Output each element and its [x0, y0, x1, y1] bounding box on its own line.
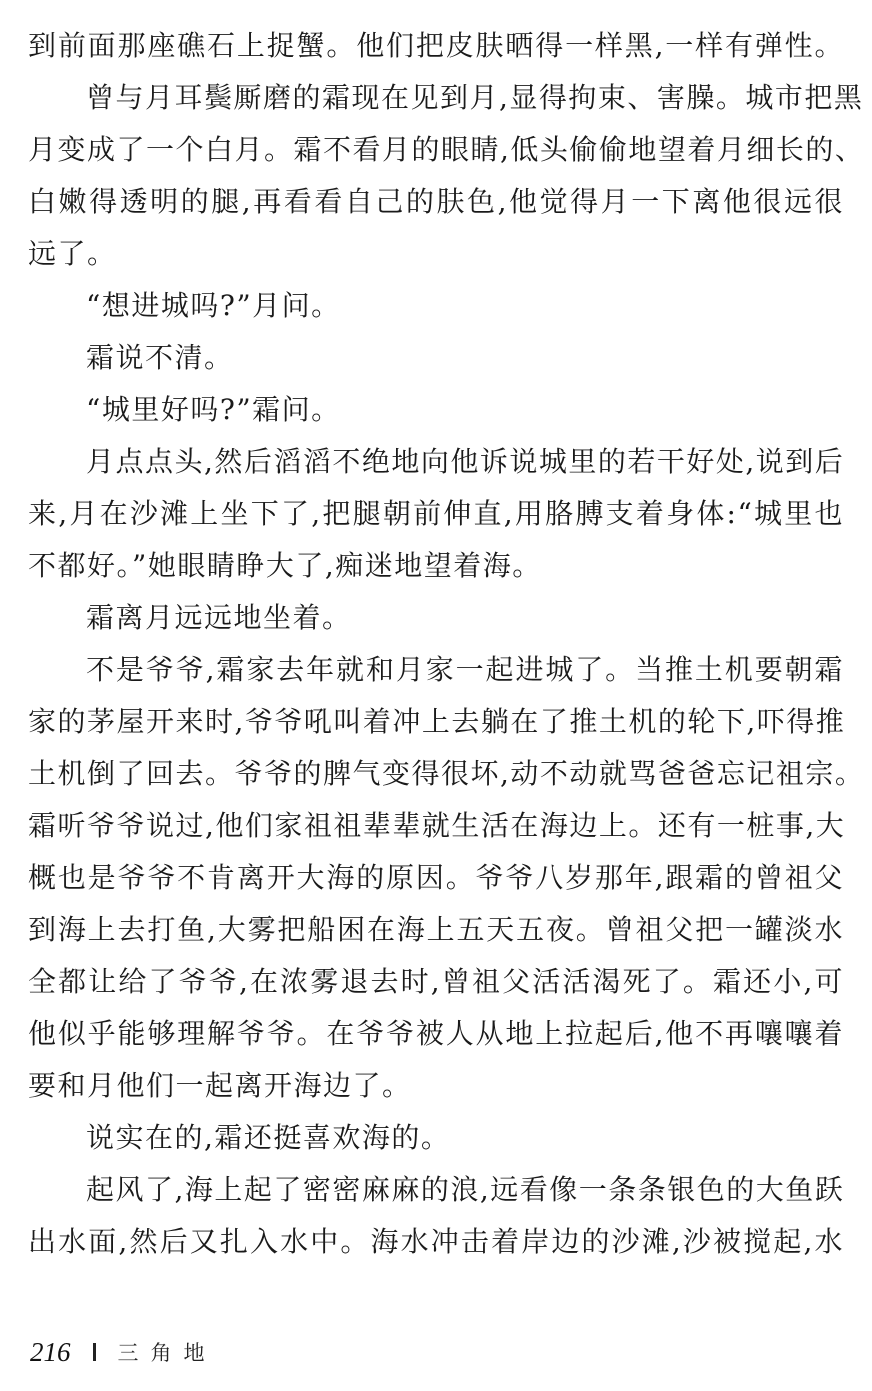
- text-line: 到海上去打鱼,大雾把船困在海上五天五夜。曾祖父把一罐淡水: [28, 913, 844, 946]
- text-line: 不是爷爷,霜家去年就和月家一起进城了。当推土机要朝霜: [86, 653, 844, 686]
- page-number: 216: [30, 1336, 71, 1367]
- text-line: 曾与月耳鬓厮磨的霜现在见到月,显得拘束、害臊。城市把黑: [86, 81, 864, 114]
- text-line: 概也是爷爷不肯离开大海的原因。爷爷八岁那年,跟霜的曾祖父: [28, 861, 844, 894]
- page-body: [28, 20, 865, 1268]
- text-line: 说实在的,霜还挺喜欢海的。: [86, 1121, 451, 1154]
- text-line: 全都让给了爷爷,在浓雾退去时,曾祖父活活渴死了。霜还小,可: [28, 965, 844, 998]
- text-line: 不都好。”她眼睛睁大了,痴迷地望着海。: [28, 549, 542, 582]
- text-line: “城里好吗?”霜问。: [86, 393, 341, 426]
- text-line: 他似乎能够理解爷爷。在爷爷被人从地上拉起后,他不再嚷嚷着: [28, 1017, 844, 1050]
- text-line: 家的茅屋开来时,爷爷吼叫着冲上去躺在了推土机的轮下,吓得推: [28, 705, 846, 738]
- text-line: 霜离月远远地坐着。: [86, 601, 352, 634]
- text-line: “想进城吗?”月问。: [86, 289, 341, 322]
- text-line: 出水面,然后又扎入水中。海水冲击着岸边的沙滩,沙被搅起,水: [28, 1225, 844, 1258]
- text-line: 月点点头,然后滔滔不绝地向他诉说城里的若干好处,说到后: [86, 445, 845, 478]
- text-line: 远了。: [28, 237, 117, 270]
- text-line: 霜说不清。: [86, 341, 234, 374]
- footer-divider: [93, 1343, 96, 1361]
- text-line: 土机倒了回去。爷爷的脾气变得很坏,动不动就骂爸爸忘记祖宗。: [28, 757, 865, 790]
- text-line: 霜听爷爷说过,他们家祖祖辈辈就生活在海边上。还有一桩事,大: [28, 809, 846, 842]
- text-line: 月变成了一个白月。霜不看月的眼睛,低头偷偷地望着月细长的、: [28, 133, 865, 166]
- text-line: 要和月他们一起离开海边了。: [28, 1069, 412, 1102]
- text-line: 到前面那座礁石上捉蟹。他们把皮肤晒得一样黑,一样有弹性。: [28, 29, 844, 62]
- book-title: 三角地: [117, 1341, 217, 1365]
- text-line: 白嫩得透明的腿,再看看自己的肤色,他觉得月一下离他很远很: [28, 185, 844, 218]
- text-line: 起风了,海上起了密密麻麻的浪,远看像一条条银色的大鱼跃: [86, 1173, 845, 1206]
- page-footer: [30, 1332, 217, 1372]
- text-line: 来,月在沙滩上坐下了,把腿朝前伸直,用胳膊支着身体:“城里也: [28, 497, 844, 530]
